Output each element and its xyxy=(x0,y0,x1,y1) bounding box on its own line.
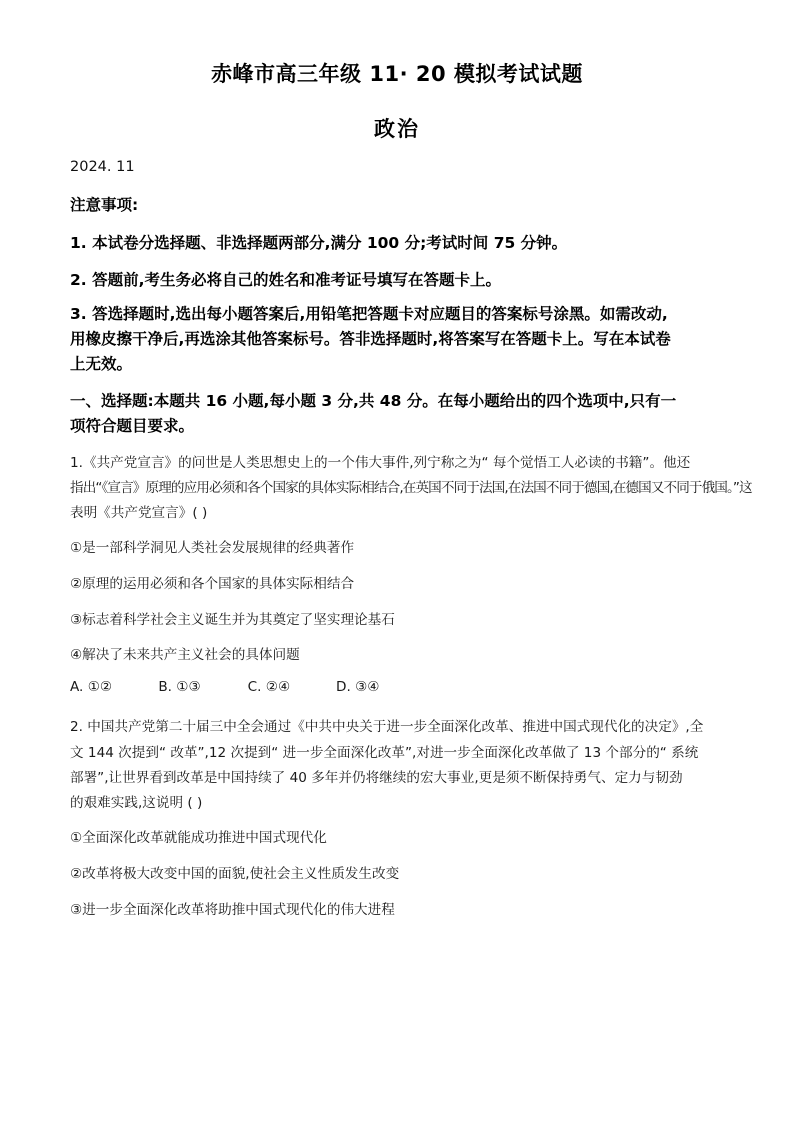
exam-title: 赤峰市高三年级 11· 20 模拟考试试题 xyxy=(211,62,583,86)
question-1-item: ④解决了未来共产主义社会的具体问题 xyxy=(70,647,300,663)
question-2-item: ①全面深化改革就能成功推进中国式现代化 xyxy=(70,830,327,846)
question-1-stem: 1.《共产党宣言》的问世是人类思想史上的一个伟大事件,列宁称之为“ 每个觉悟工人必读的书籍”。他还 xyxy=(70,455,691,471)
option-a: A. ①② xyxy=(70,679,113,695)
section-heading: 一、选择题:本题共 16 小题,每小题 3 分,共 48 分。在每小题给出的四个选项中,只有一 xyxy=(70,392,677,410)
question-2-stem: 文 144 次提到“ 改革”,12 次提到“ 进一步全面深化改革”,对进一步全面深化改革做了 13 个部分的“ 系统 xyxy=(70,745,699,761)
question-2-stem: 2. 中国共产党第二十届三中全会通过《中共中央关于进一步全面深化改革、推进中国式现代化的决定》,全 xyxy=(70,719,704,735)
note-item: 用橡皮擦干净后,再选涂其他答案标号。答非选择题时,将答案写在答题卡上。写在本试卷 xyxy=(70,330,671,348)
option-c: C. ②④ xyxy=(247,679,291,695)
subject-title: 政治 xyxy=(374,117,420,141)
question-2-stem: 的艰难实践,这说明 ( ) xyxy=(70,795,203,811)
note-item: 1. 本试卷分选择题、非选择题两部分,满分 100 分;考试时间 75 分钟。 xyxy=(70,234,568,252)
question-1-stem: 指出“《宣言》原理的应用必须和各个国家的具体实际相结合,在英国不同于法国,在法国不同于德国,在德国又不同于俄国。”这 xyxy=(70,480,752,496)
question-2-stem: 部署”,让世界看到改革是中国持续了 40 多年并仍将继续的宏大事业,更是须不断保持勇气、定力与韧劲 xyxy=(70,770,683,786)
section-heading-cont: 项符合题目要求。 xyxy=(70,417,195,435)
option-d: D. ③④ xyxy=(335,679,380,695)
question-1-item: ②原理的运用必须和各个国家的具体实际相结合 xyxy=(70,576,355,592)
option-b: B. ①③ xyxy=(158,679,201,695)
note-item: 2. 答题前,考生务必将自己的姓名和准考证号填写在答题卡上。 xyxy=(70,271,501,289)
notes-heading: 注意事项: xyxy=(70,196,139,214)
note-item: 上无效。 xyxy=(70,355,133,373)
question-1-stem: 表明《共产党宣言》( ) xyxy=(70,505,208,521)
question-2-item: ③进一步全面深化改革将助推中国式现代化的伟大进程 xyxy=(70,902,395,918)
note-item: 3. 答选择题时,选出每小题答案后,用铅笔把答题卡对应题目的答案标号涂黑。如需改动, xyxy=(70,305,668,323)
question-1-options xyxy=(70,679,730,695)
question-1-item: ③标志着科学社会主义诞生并为其奠定了坚实理论基石 xyxy=(70,612,395,628)
question-2-item: ②改革将极大改变中国的面貌,使社会主义性质发生改变 xyxy=(70,866,400,882)
question-1-item: ①是一部科学洞见人类社会发展规律的经典著作 xyxy=(70,540,355,556)
exam-date: 2024. 11 xyxy=(70,159,135,175)
